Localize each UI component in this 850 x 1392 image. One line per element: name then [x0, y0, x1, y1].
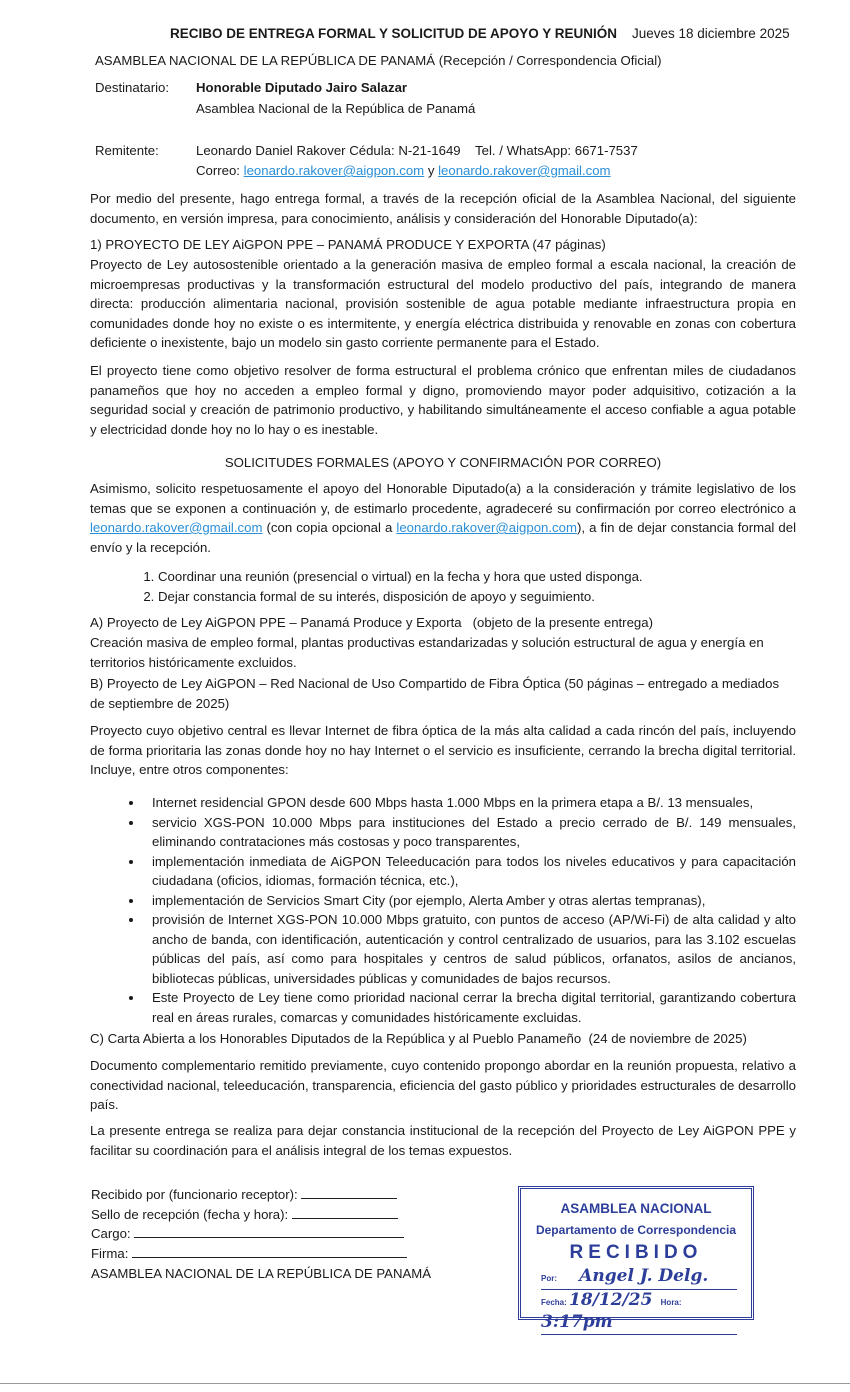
list-item: • implementación de Servicios Smart City (por ejemplo, Alerta Amber y otras alertas tempranas),	[144, 891, 796, 911]
sender-email-line	[196, 161, 611, 181]
email-link-gmail[interactable]: leonardo.rakover@gmail.com	[90, 520, 263, 535]
requests-heading: SOLICITUDES FORMALES (APOYO Y CONFIRMACIÓN POR CORREO)	[224, 455, 662, 470]
stamp-por-handwriting: Angel J. Delg.	[579, 1266, 709, 1286]
item1-description: Proyecto de Ley autosostenible orientado a la generación masiva de empleo formal a escala nacional, la creación de microempresas productivas y la transformación estructural del modelo productivo del país, integrando de manera directa: producción alimentaria nacional, provisión sostenible de agua potable mediante infraestructura propia en comunidades donde hoy no existe o es intermitente, y energía eléctrica distribuida y renovable en zonas con cobertura deficiente o inexistente, bajo un modelo sin gasto corriente permanente para el Estado.	[90, 257, 796, 350]
requests-text: Asimismo, solicito respetuosamente el apoyo del Honorable Diputado(a) a la consideración y trámite legislativo de los temas que se exponen a continuación y, de estimarlo procedente, agradeceré su confirmación por correo electrónico a	[90, 481, 796, 516]
email-label: Correo:	[196, 163, 244, 178]
list-item: • servicio XGS-PON 10.000 Mbps para instituciones del Estado a precio cerrado de B/. 149 mensuales, eliminando contrataciones más costosas y poco transparentes,	[144, 813, 796, 852]
projA-text: Creación masiva de empleo formal, plantas productivas estandarizadas y solución estructural de agua y energía en territorios históricamente excluidos.	[90, 635, 764, 670]
closing-paragraph: La presente entrega se realiza para dejar constancia institucional de la recepción del Proyecto de Ley AiGPON PPE y facilitar su coordinación para el análisis integral de los temas expuestos.	[90, 1123, 796, 1158]
list-item: 2. Dejar constancia formal de su interés, disposición de apoyo y seguimiento.	[158, 587, 796, 607]
projB-bullets	[90, 793, 796, 1027]
reception-stamp	[518, 1186, 754, 1332]
requests-text: (con copia opcional a	[262, 520, 397, 535]
scan-edge-divider	[0, 1383, 850, 1384]
sender-label: Remitente:	[95, 143, 159, 158]
list-item: • provisión de Internet XGS-PON 10.000 Mbps gratuito, con puntos de acceso (AP/Wi-Fi) de alta calidad y alto ancho de banda, con identificación, autenticación y control centralizado de usuarios, para las 3.102 escuelas públicas del país, así como para hospitales y centros de salud públicos, orfanatos, asilos de ancianos, bibliotecas públicas, universidades públicas y comunidades de bajos recursos.	[144, 910, 796, 988]
recipient-label: Destinatario:	[95, 80, 170, 95]
received-by-field	[91, 1185, 431, 1205]
stamp-fecha-label: Fecha:	[541, 1298, 567, 1307]
email-separator: y	[424, 163, 439, 178]
stamp-fecha-row	[541, 1291, 737, 1335]
list-item: • Este Proyecto de Ley tiene como prioridad nacional cerrar la brecha digital territorial, garantizando cobertura real en áreas rurales, comarcas y comunidades históricamente excluidas.	[144, 988, 796, 1027]
projA-heading: A) Proyecto de Ley AiGPON PPE – Panamá Produce y Exporta (objeto de la presente entrega)	[90, 615, 653, 630]
firma-field	[91, 1244, 431, 1264]
firma-label: Firma:	[91, 1246, 133, 1262]
sender-details: Leonardo Daniel Rakover Cédula: N-21-1649 Tel. / WhatsApp: 6671-7537	[196, 143, 638, 158]
email-link-aigpon[interactable]: leonardo.rakover@aigpon.com	[243, 163, 425, 178]
stamp-por-row	[541, 1267, 737, 1290]
stamp-por-label: Por:	[541, 1274, 557, 1283]
stamp-line2: Departamento de Correspondencia	[535, 1222, 737, 1237]
seal-label: Sello de recepción (fecha y hora):	[91, 1206, 292, 1222]
signature-block	[91, 1185, 431, 1284]
email-link-aigpon[interactable]: leonardo.rakover@aigpon.com	[396, 520, 577, 535]
stamp-received: RECIBIDO	[569, 1242, 703, 1263]
email-link-gmail[interactable]: leonardo.rakover@gmail.com	[438, 163, 611, 178]
list-item: • implementación inmediata de AiGPON Teleeducación para todos los niveles educativos y para capacitación ciudadana (oficios, idiomas, formación técnica, etc.),	[144, 852, 796, 891]
stamp-fecha-handwriting: 18/12/25	[569, 1290, 653, 1310]
cargo-field	[91, 1224, 431, 1244]
stamp-line1: ASAMBLEA NACIONAL	[560, 1201, 712, 1216]
received-by-label: Recibido por (funcionario receptor):	[91, 1187, 302, 1202]
stamp-hora-label: Hora:	[660, 1298, 682, 1307]
projB-heading: B) Proyecto de Ley AiGPON – Red Nacional de Uso Compartido de Fibra Óptica (50 páginas – entregado a mediados de septiembre de 2025)	[90, 676, 780, 711]
list-item: 1. Coordinar una reunión (presencial o virtual) en la fecha y hora que usted disponga.	[158, 567, 796, 587]
item1-heading: 1) PROYECTO DE LEY AiGPON PPE – PANAMÁ PRODUCE Y EXPORTA (47 páginas)	[90, 237, 606, 252]
projC-text: Documento complementario remitido previamente, cuyo contenido propongo abordar en la reunión propuesta, relativo a conectividad nacional, teleeducación, transparencia, eficiencia del gasto público y prioridades estructurales de desarrollo país.	[90, 1058, 796, 1112]
document-date: Jueves 18 diciembre 2025	[632, 26, 790, 41]
list-item: • Internet residencial GPON desde 600 Mbps hasta 1.000 Mbps en la primera etapa a B/. 13 mensuales,	[144, 793, 796, 813]
recipient-name: Honorable Diputado Jairo Salazar	[196, 80, 408, 95]
cargo-label: Cargo:	[91, 1226, 135, 1242]
requests-text: ), a fin de dejar constancia formal del envío y la recepción.	[90, 520, 796, 555]
projC-heading: C) Carta Abierta a los Honorables Diputados de la República y al Pueblo Panameño (24 de noviembre de 2025)	[90, 1031, 747, 1046]
document-title: RECIBO DE ENTREGA FORMAL Y SOLICITUD DE APOYO Y REUNIÓN	[170, 26, 618, 41]
signature-footer: ASAMBLEA NACIONAL DE LA REPÚBLICA DE PANAMÁ	[91, 1265, 432, 1281]
requests-list	[90, 567, 796, 606]
recipient-org: Asamblea Nacional de la República de Panamá	[196, 101, 476, 116]
requests-paragraph	[90, 479, 796, 557]
institution-line: ASAMBLEA NACIONAL DE LA REPÚBLICA DE PANAMÁ (Recepción / Correspondencia Oficial)	[95, 53, 662, 68]
item1-objective: El proyecto tiene como objetivo resolver de forma estructural el problema crónico que enfrentan miles de ciudadanos panameños que hoy no acceden a empleo formal y digno, promoviendo mayor poder adquisitivo, cotización a la seguridad social y creación de patrimonio productivo, y habilitando simultáneamente el acceso confiable a agua potable y electricidad donde hoy no lo hay o es inestable.	[90, 363, 796, 437]
projB-text: Proyecto cuyo objetivo central es llevar Internet de fibra óptica de la más alta calidad a cada rincón del país, incluyendo de forma prioritaria las zonas donde hoy no hay Internet o el servicio es insuficiente, cerrando la brecha digital territorial. Incluye, entre otros componentes:	[90, 723, 796, 777]
stamp-hora-handwriting: 3:17pm	[541, 1311, 613, 1332]
intro-paragraph: Por medio del presente, hago entrega formal, a través de la recepción oficial de la Asamblea Nacional, del siguiente documento, en versión impresa, para conocimiento, análisis y consideración del Honorable Diputado(a):	[90, 191, 796, 226]
seal-field	[91, 1205, 431, 1225]
